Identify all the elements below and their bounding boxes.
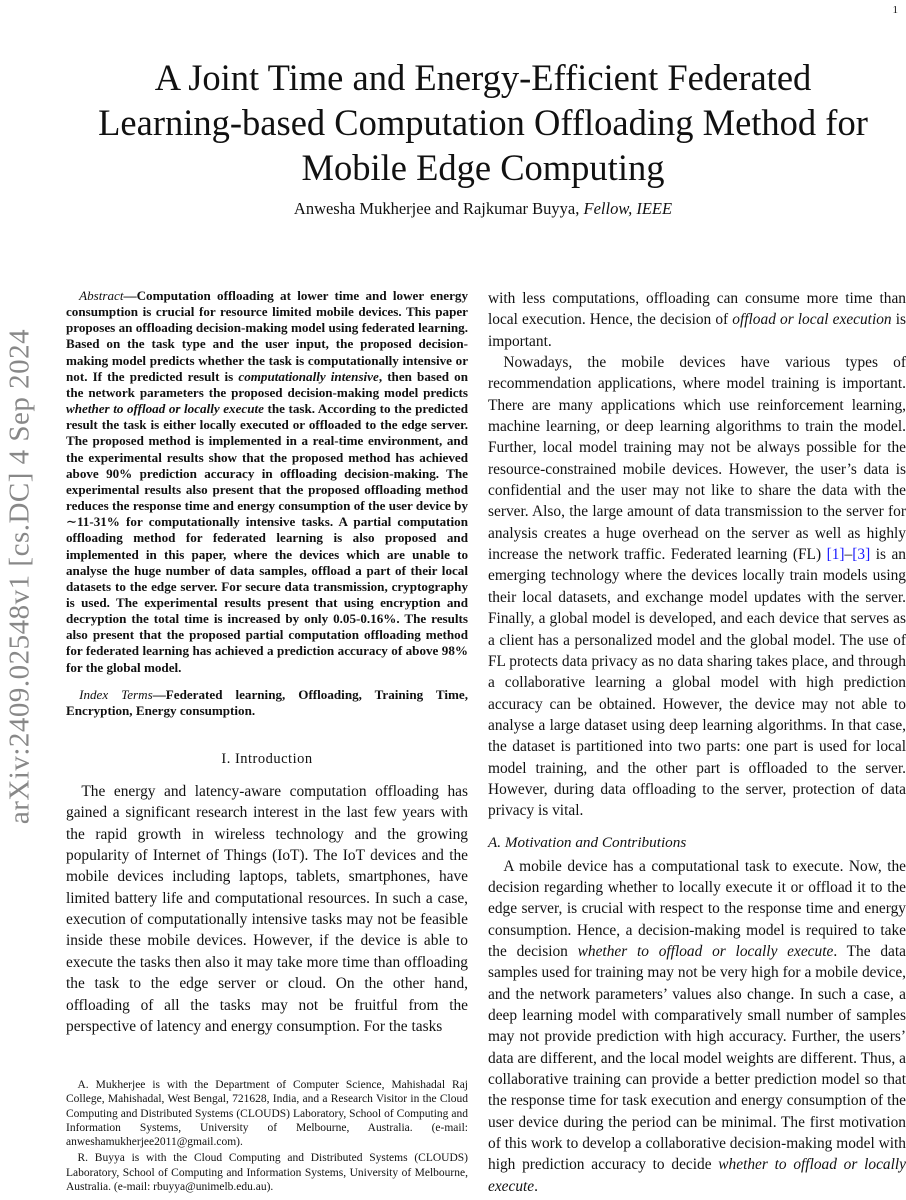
- arxiv-stamp: arXiv:2409.02548v1 [cs.DC] 4 Sep 2024: [3, 328, 36, 825]
- body-text: is an emerging technology where the devices locally train models using their local datasets, and exchange model updates with the server. Finally, a global model is developed, and each device that serves as a client has a personalized model and the global model. The use of FL protects data privacy as no data sharing takes place, and through a collaborative learning a global model with high prediction accuracy can be obtained. However, the device may not able to analyse a large dataset using deep learning algorithms. In that case, the dataset is partitioned into two parts: one part is used for local model training, and the other part is offloaded to the server. However, during data offloading to the server, protection of data privacy is vital.: [488, 546, 906, 820]
- abstract: [66, 288, 468, 676]
- body-text: . The data samples used for training may not be very high for a mobile device, and the network parameters’ values also change. In such a case, a deep learning model with comparatively small number of samples may not provide prediction with high accuracy. Further, the users’ data are different, and the local model weights are different. Thus, a collaborative training can provide a better prediction model so that the response time for task execution and energy consumption of the user device during the period can be minimal. The first motivation of this work to develop a collaborative decision-making model with high prediction accuracy to decide: [488, 942, 906, 1174]
- abstract-emphasis: computationally intensive: [238, 368, 379, 384]
- citation-link[interactable]: [3]: [852, 546, 871, 564]
- index-terms-text: —Federated learning, Offloading, Training Time, Encryption, Energy consumption.: [66, 686, 469, 718]
- left-column: [66, 288, 468, 1037]
- paper-title: [40, 55, 906, 190]
- body-text: with less computations, offloading can consume more time than local execution. Hence, the decision of: [488, 290, 906, 329]
- abstract-text: —Computation offloading at lower time and lower energy consumption is crucial for resource limited mobile devices. This paper proposes an offloading decision-making model using federated learning. Based on the task type and the user input, the proposed decision-making model predicts whether the task is computationally intensive or not. If the predicted result is: [66, 288, 468, 384]
- intro-paragraph-2: [488, 352, 906, 822]
- index-terms-label: Index Terms: [79, 686, 153, 702]
- author-names: Anwesha Mukherjee and Rajkumar Buyya,: [293, 199, 584, 218]
- title-line: Mobile Edge Computing: [301, 147, 665, 188]
- body-emphasis: whether to offload or locally execute: [577, 942, 834, 960]
- subsection-heading: A. Motivation and Contributions: [488, 833, 687, 851]
- body-text: is important.: [488, 311, 906, 350]
- body-text: Nowadays, the mobile devices have various types of recommendation applications, where model training is important. There are many applications which use reinforcement learning, machine learning, or deep learning algorithms to train the model. Further, local model training may not be always possible for the resource-constrained mobile devices. However, the user’s data is confidential and the user may not like to share the data with the server. Also, the large amount of data transmission to the server for analysis creates a huge overhead on the server as well as highly increase the network traffic. Federated learning (FL): [488, 354, 906, 564]
- page-number: 1: [892, 4, 898, 16]
- intro-paragraph: The energy and latency-aware computation offloading has gained a significant research interest in the last few years with the rapid growth in wireless technology and the growing popularity of Internet of Things (IoT). The IoT devices and the mobile devices including laptops, tablets, smartphones, have limited battery life and computational resources. In such a case, execution of computationally intensive tasks may not be feasible inside these mobile devices. However, if the device is able to execute the tasks then also it may take more time than offloading the task to the edge server or cloud. On the other hand, offloading of all the tasks may not be fruitful from the perspective of latency and energy consumption. For the tasks: [66, 783, 468, 1035]
- intro-paragraph-continued: [488, 288, 906, 352]
- body-emphasis: offload or local execution: [732, 311, 892, 329]
- citation-link[interactable]: [1]: [826, 546, 845, 564]
- citation-dash: –: [844, 546, 853, 564]
- title-line: A Joint Time and Energy-Efficient Federated: [154, 57, 812, 98]
- body-text: .: [534, 1177, 538, 1195]
- motivation-paragraph: [488, 856, 906, 1198]
- right-column: [488, 288, 906, 1197]
- section-heading-text: I. Introduction: [221, 751, 313, 768]
- abstract-text: the task. According to the predicted result the task is either locally executed or offloaded to the edge server. The proposed method is implemented in a real-time environment, and the experimental results show that the proposed method has achieved above 90% prediction accuracy in offloading decision-making. The experimental results also present that the proposed offloading method reduces the response time and energy consumption of the user device by ∼11-31% for computationally intensive tasks. A partial computation offloading method for federated learning is also proposed and implemented in this paper, where the devices which are unable to analyse the huge number of data samples, offload a part of their local datasets to the edge server. For secure data transmission, cryptography is used. The experimental results present that using encryption and decryption the total time is increased by only 0.05-0.16%. The results also present that the proposed partial computation offloading method for federated learning has achieved a prediction accuracy of above 98% for the global model.: [66, 401, 468, 675]
- footnotes: [66, 1078, 468, 1196]
- author-line: [40, 199, 906, 219]
- footnote: R. Buyya is with the Cloud Computing and Distributed Systems (CLOUDS) Laboratory, School of Computing and Information Systems, University of Melbourne, Australia. (e-mail: rbuyya@unimelb.edu.au).: [66, 1152, 468, 1194]
- title-line: Learning-based Computation Offloading Method for: [98, 102, 868, 143]
- abstract-emphasis: whether to offload or locally execute: [66, 401, 264, 417]
- abstract-text: , then based on the network parameters the proposed decision-making model predicts: [66, 368, 468, 400]
- body-text: A mobile device has a computational task to execute. Now, the decision regarding whether to locally execute it or offload it to the edge server, is crucial with respect to the response time and energy consumption. Hence, a decision-making model is required to take the decision: [488, 857, 906, 960]
- index-terms: [66, 687, 468, 719]
- author-affiliation: Fellow, IEEE: [583, 199, 673, 218]
- footnote: A. Mukherjee is with the Department of Computer Science, Mahishadal Raj College, Mahishadal, West Bengal, 721628, India, and a Research Visitor in the Cloud Computing and Distributed Systems (CLOUDS) Laboratory, School of Computing and Information Systems, University of Melbourne, Australia. (e-mail: anweshamukherjee2011@gmail.com).: [66, 1079, 468, 1149]
- section-heading: [66, 751, 468, 768]
- abstract-label: Abstract: [79, 288, 124, 303]
- body-emphasis: whether to offload or locally execute: [488, 1156, 906, 1195]
